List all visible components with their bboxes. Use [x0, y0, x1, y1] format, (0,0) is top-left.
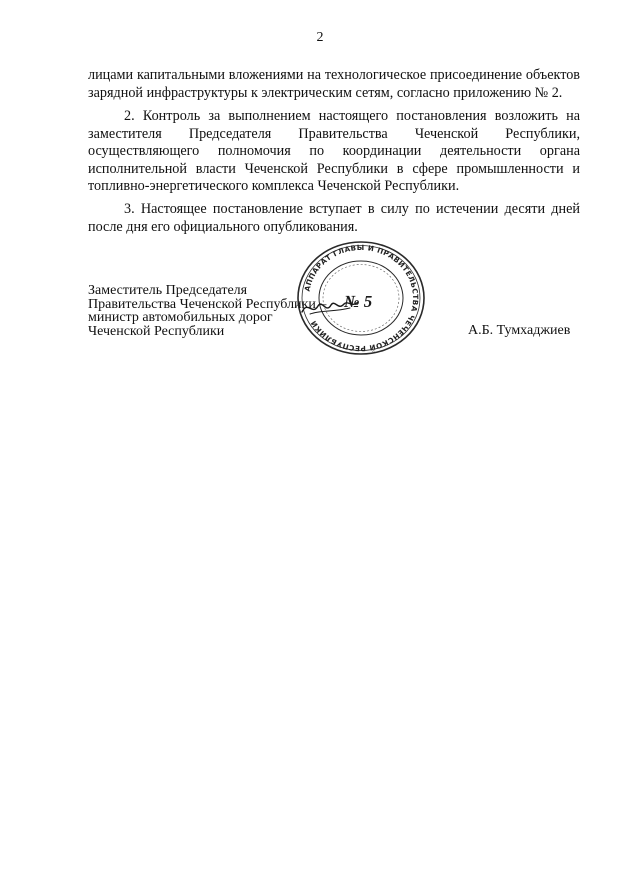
paragraph-2: 2. Контроль за выполнением настоящего постановления возложить на заместителя Председателя Правительства Чеченской Республики, осуществляющего полномочия по координации деятельности органа исполнительной власти Чеченской Республики в сфере промышленности и топливно-энергетического комплекса Чеченской Республики. — [88, 108, 580, 194]
signatory-title-line-1: Заместитель Председателя — [88, 283, 248, 298]
signatory-title-line-2: Правительства Чеченской Республики – — [88, 296, 327, 312]
signatory-title-line-4: Чеченской Республики — [88, 323, 225, 339]
paragraph-continuation — [88, 67, 580, 102]
signatory-title-line-3: министр автомобильных дорог — [88, 310, 273, 325]
seal-ring-text: АППАРАТ ГЛАВЫ И ПРАВИТЕЛЬСТВА ЧЕЧЕНСКОЙ РЕСПУБЛИКИ — [302, 242, 421, 354]
paragraph-3: 3. Настоящее постановление вступает в силу по истечении десяти дней после дня его официального опубликования. — [88, 201, 580, 235]
paragraph-1: лицами капитальными вложениями на технологическое присоединение объектов зарядной инфраструктуры к электрическим сетям, согласно приложению № 2. — [88, 67, 580, 101]
seal-number: № 5 — [344, 292, 373, 311]
paragraph-effective-date — [88, 201, 580, 236]
signatory-name: А.Б. Тумхаджиев — [468, 323, 571, 338]
signatory-title — [88, 284, 326, 338]
page-number: 2 — [316, 30, 324, 45]
paragraph-control — [88, 108, 580, 196]
